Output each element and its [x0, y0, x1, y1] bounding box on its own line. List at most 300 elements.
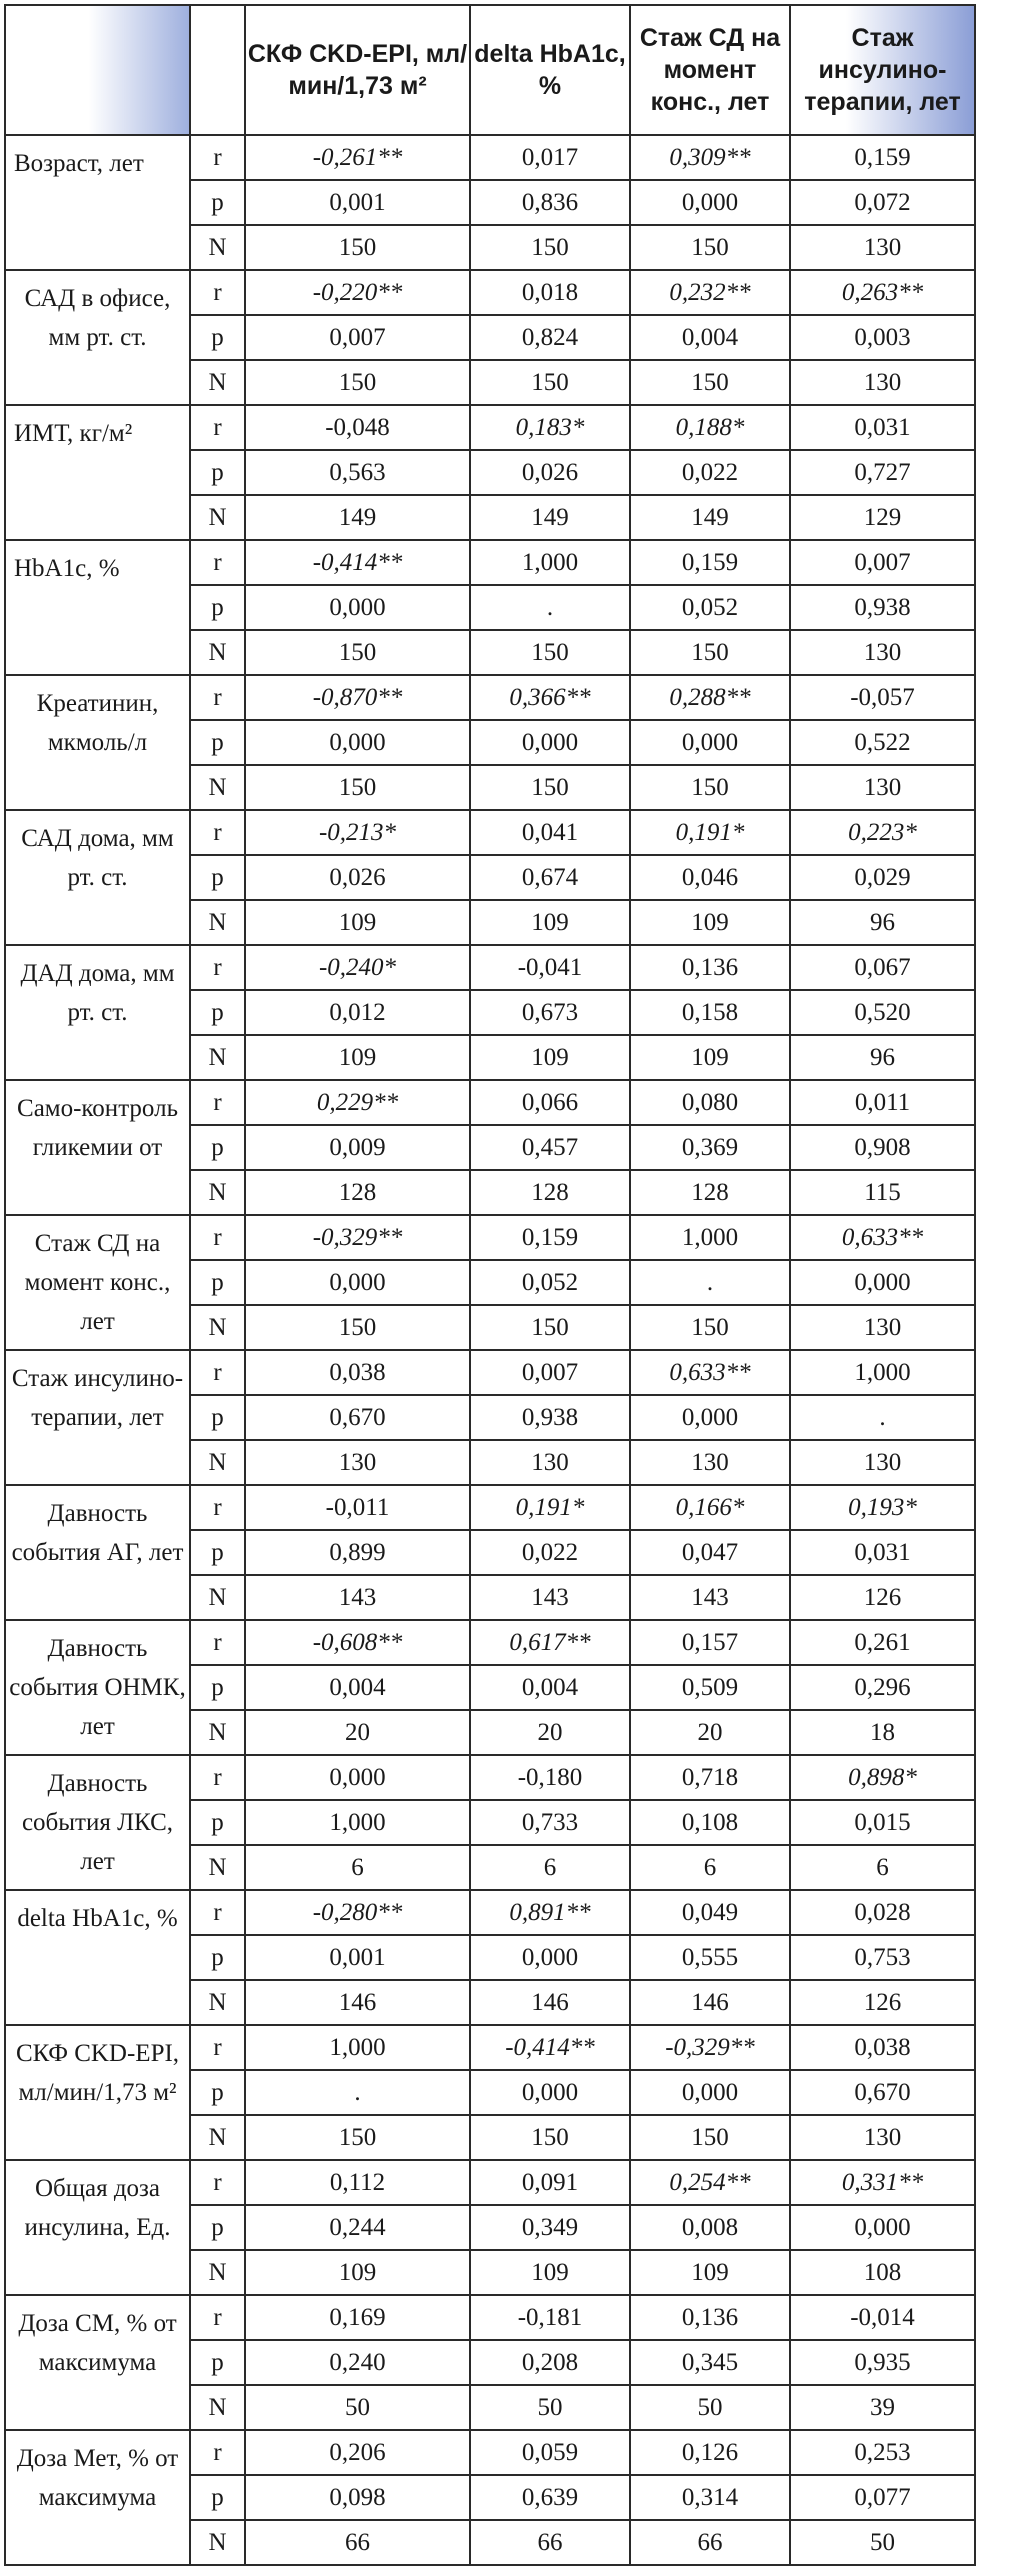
value-cell: -0,041 — [470, 945, 630, 990]
table-row — [5, 1620, 975, 1665]
table-row — [5, 270, 975, 315]
value-cell: 150 — [470, 1305, 630, 1350]
stat-label-r: r — [190, 1620, 245, 1665]
stat-label-r: r — [190, 1755, 245, 1800]
value-cell: 0,159 — [630, 540, 790, 585]
value-cell: 0,345 — [630, 2340, 790, 2385]
correlation-table — [4, 4, 976, 2566]
value-cell: 0,309** — [630, 135, 790, 180]
value-cell: 0,008 — [630, 2205, 790, 2250]
value-cell: 130 — [790, 1305, 975, 1350]
value-cell: 0,193* — [790, 1485, 975, 1530]
value-cell: 130 — [790, 225, 975, 270]
value-cell: 150 — [630, 630, 790, 675]
value-cell: 0,000 — [790, 2205, 975, 2250]
value-cell: 0,066 — [470, 1080, 630, 1125]
value-cell: 1,000 — [470, 540, 630, 585]
value-cell: 0,670 — [790, 2070, 975, 2115]
stat-label-n: N — [190, 225, 245, 270]
table-row — [5, 1215, 975, 1260]
value-cell: 149 — [245, 495, 470, 540]
value-cell: 20 — [630, 1710, 790, 1755]
value-cell: 0,000 — [245, 1755, 470, 1800]
value-cell: 0,229** — [245, 1080, 470, 1125]
value-cell: 6 — [630, 1845, 790, 1890]
value-cell: 149 — [630, 495, 790, 540]
value-cell: 0,052 — [470, 1260, 630, 1305]
value-cell: 20 — [470, 1710, 630, 1755]
stat-label-n: N — [190, 495, 245, 540]
value-cell: 150 — [630, 1305, 790, 1350]
value-cell: 1,000 — [790, 1350, 975, 1395]
table-row — [5, 810, 975, 855]
value-cell: 0,031 — [790, 1530, 975, 1575]
value-cell: 109 — [470, 2250, 630, 2295]
value-cell: 0,038 — [245, 1350, 470, 1395]
row-label: ДАД дома, мм рт. ст. — [5, 945, 190, 1080]
stat-label-r: r — [190, 945, 245, 990]
row-label: Давность события ЛКС, лет — [5, 1755, 190, 1890]
row-label: Давность события АГ, лет — [5, 1485, 190, 1620]
stat-label-p: p — [190, 2340, 245, 2385]
value-cell: 150 — [470, 630, 630, 675]
value-cell: 0,253 — [790, 2430, 975, 2475]
value-cell: 0,004 — [245, 1665, 470, 1710]
value-cell: 109 — [245, 900, 470, 945]
value-cell: 0,674 — [470, 855, 630, 900]
header-row — [5, 5, 975, 135]
stat-label-r: r — [190, 2295, 245, 2340]
row-label: Стаж СД на момент конс., лет — [5, 1215, 190, 1350]
stat-label-r: r — [190, 1215, 245, 1260]
stat-label-n: N — [190, 1170, 245, 1215]
stat-label-p: p — [190, 2475, 245, 2520]
value-cell: 0,296 — [790, 1665, 975, 1710]
table-row — [5, 945, 975, 990]
value-cell: 0,244 — [245, 2205, 470, 2250]
value-cell: 146 — [245, 1980, 470, 2025]
value-cell: 130 — [245, 1440, 470, 1485]
table-row — [5, 2025, 975, 2070]
value-cell: 0,029 — [790, 855, 975, 900]
value-cell: 109 — [245, 2250, 470, 2295]
stat-label-r: r — [190, 2430, 245, 2475]
value-cell: 0,733 — [470, 1800, 630, 1845]
row-label: delta HbA1c, % — [5, 1890, 190, 2025]
value-cell: 0,041 — [470, 810, 630, 855]
value-cell: 0,046 — [630, 855, 790, 900]
stat-label-r: r — [190, 1080, 245, 1125]
stat-label-p: p — [190, 855, 245, 900]
value-cell: 0,908 — [790, 1125, 975, 1170]
value-cell: 0,000 — [630, 2070, 790, 2115]
value-cell: 150 — [630, 360, 790, 405]
value-cell: 0,240 — [245, 2340, 470, 2385]
value-cell: 146 — [470, 1980, 630, 2025]
value-cell: 0,000 — [630, 720, 790, 765]
value-cell: 0,022 — [630, 450, 790, 495]
stat-label-p: p — [190, 1530, 245, 1575]
header-cell-delta-hba1c: delta HbA1c, % — [470, 5, 630, 135]
value-cell: 0,555 — [630, 1935, 790, 1980]
value-cell: 0,091 — [470, 2160, 630, 2205]
value-cell: 0,727 — [790, 450, 975, 495]
row-label: СКФ CKD-EPI, мл/мин/1,73 м² — [5, 2025, 190, 2160]
value-cell: 150 — [245, 360, 470, 405]
value-cell: 66 — [630, 2520, 790, 2565]
value-cell: 108 — [790, 2250, 975, 2295]
value-cell: -0,414** — [470, 2025, 630, 2070]
value-cell: 0,059 — [470, 2430, 630, 2475]
value-cell: 0,007 — [245, 315, 470, 360]
value-cell: 150 — [470, 225, 630, 270]
value-cell: 129 — [790, 495, 975, 540]
value-cell: 50 — [245, 2385, 470, 2430]
value-cell: 143 — [630, 1575, 790, 1620]
value-cell: 128 — [245, 1170, 470, 1215]
value-cell: 0,000 — [630, 180, 790, 225]
value-cell: 0,000 — [790, 1260, 975, 1305]
value-cell: 150 — [245, 765, 470, 810]
value-cell: 0,080 — [630, 1080, 790, 1125]
header-cell-variable — [5, 5, 190, 135]
row-label: ИМТ, кг/м² — [5, 405, 190, 540]
value-cell: -0,240* — [245, 945, 470, 990]
row-label: Общая доза инсулина, Ед. — [5, 2160, 190, 2295]
value-cell: -0,870** — [245, 675, 470, 720]
value-cell: -0,181 — [470, 2295, 630, 2340]
row-label: САД дома, мм рт. ст. — [5, 810, 190, 945]
value-cell: 0,072 — [790, 180, 975, 225]
value-cell: -0,414** — [245, 540, 470, 585]
value-cell: 0,331** — [790, 2160, 975, 2205]
table-row — [5, 540, 975, 585]
stat-label-p: p — [190, 1395, 245, 1440]
stat-label-n: N — [190, 900, 245, 945]
value-cell: 1,000 — [245, 1800, 470, 1845]
value-cell: 0,026 — [245, 855, 470, 900]
value-cell: 109 — [630, 900, 790, 945]
row-label: HbA1c, % — [5, 540, 190, 675]
stat-label-p: p — [190, 2205, 245, 2250]
value-cell: 6 — [470, 1845, 630, 1890]
value-cell: 0,369 — [630, 1125, 790, 1170]
value-cell: -0,011 — [245, 1485, 470, 1530]
stat-label-r: r — [190, 810, 245, 855]
value-cell: 6 — [790, 1845, 975, 1890]
value-cell: 150 — [470, 360, 630, 405]
value-cell: 0,009 — [245, 1125, 470, 1170]
value-cell: 109 — [630, 2250, 790, 2295]
value-cell: 0,349 — [470, 2205, 630, 2250]
value-cell: 128 — [470, 1170, 630, 1215]
row-label: САД в офисе, мм рт. ст. — [5, 270, 190, 405]
value-cell: 0,157 — [630, 1620, 790, 1665]
value-cell: 150 — [630, 225, 790, 270]
value-cell: 143 — [245, 1575, 470, 1620]
value-cell: 0,011 — [790, 1080, 975, 1125]
value-cell: 0,031 — [790, 405, 975, 450]
value-cell: 130 — [790, 765, 975, 810]
stat-label-r: r — [190, 2160, 245, 2205]
value-cell: 130 — [630, 1440, 790, 1485]
value-cell: 0,136 — [630, 2295, 790, 2340]
value-cell: 0,261 — [790, 1620, 975, 1665]
stat-label-p: p — [190, 315, 245, 360]
value-cell: 0,000 — [630, 1395, 790, 1440]
value-cell: 0,159 — [470, 1215, 630, 1260]
value-cell: 0,001 — [245, 180, 470, 225]
value-cell: 0,007 — [790, 540, 975, 585]
value-cell: 1,000 — [630, 1215, 790, 1260]
stat-label-p: p — [190, 180, 245, 225]
value-cell: 0,004 — [630, 315, 790, 360]
stat-label-r: r — [190, 405, 245, 450]
value-cell: 0,000 — [245, 585, 470, 630]
value-cell: 50 — [630, 2385, 790, 2430]
stat-label-p: p — [190, 720, 245, 765]
stat-label-p: p — [190, 1800, 245, 1845]
stat-label-n: N — [190, 360, 245, 405]
value-cell: 130 — [790, 360, 975, 405]
value-cell: 130 — [470, 1440, 630, 1485]
stat-label-p: p — [190, 2070, 245, 2115]
header-cell-gfr: СКФ CKD-EPI, мл/мин/1,73 м² — [245, 5, 470, 135]
table-row — [5, 135, 975, 180]
value-cell: 130 — [790, 2115, 975, 2160]
value-cell: 0,047 — [630, 1530, 790, 1575]
value-cell: 0,004 — [470, 1665, 630, 1710]
value-cell: 0,520 — [790, 990, 975, 1035]
table-body — [5, 135, 975, 2565]
value-cell: 0,158 — [630, 990, 790, 1035]
value-cell: 0,673 — [470, 990, 630, 1035]
value-cell: 109 — [245, 1035, 470, 1080]
stat-label-n: N — [190, 2385, 245, 2430]
value-cell: 0,000 — [470, 2070, 630, 2115]
value-cell: 150 — [245, 2115, 470, 2160]
value-cell: 0,038 — [790, 2025, 975, 2070]
stat-label-n: N — [190, 765, 245, 810]
value-cell: 0,314 — [630, 2475, 790, 2520]
header-cell-insulin-duration: Стаж инсулино-терапии, лет — [790, 5, 975, 135]
value-cell: 0,188* — [630, 405, 790, 450]
stat-label-n: N — [190, 1575, 245, 1620]
value-cell: 0,000 — [245, 720, 470, 765]
value-cell: 146 — [630, 1980, 790, 2025]
stat-label-r: r — [190, 270, 245, 315]
value-cell: 0,899 — [245, 1530, 470, 1575]
stat-label-n: N — [190, 2250, 245, 2295]
value-cell: 0,836 — [470, 180, 630, 225]
stat-label-n: N — [190, 1710, 245, 1755]
value-cell: 0,169 — [245, 2295, 470, 2340]
value-cell: 0,633** — [630, 1350, 790, 1395]
value-cell: 0,263** — [790, 270, 975, 315]
value-cell: 0,007 — [470, 1350, 630, 1395]
value-cell: -0,329** — [245, 1215, 470, 1260]
value-cell: -0,261** — [245, 135, 470, 180]
value-cell: 150 — [630, 765, 790, 810]
value-cell: 0,898* — [790, 1755, 975, 1800]
value-cell: 109 — [630, 1035, 790, 1080]
value-cell: -0,220** — [245, 270, 470, 315]
value-cell: 50 — [470, 2385, 630, 2430]
value-cell: 126 — [790, 1575, 975, 1620]
value-cell: 0,022 — [470, 1530, 630, 1575]
stat-label-p: p — [190, 585, 245, 630]
value-cell: 150 — [245, 1305, 470, 1350]
value-cell: 0,457 — [470, 1125, 630, 1170]
header-cell-dm-duration: Стаж СД на момент конс., лет — [630, 5, 790, 135]
stat-label-n: N — [190, 1305, 245, 1350]
value-cell: 0,718 — [630, 1755, 790, 1800]
value-cell: -0,213* — [245, 810, 470, 855]
value-cell: 0,000 — [245, 1260, 470, 1305]
value-cell: -0,048 — [245, 405, 470, 450]
value-cell: 0,166* — [630, 1485, 790, 1530]
value-cell: 0,563 — [245, 450, 470, 495]
value-cell: 0,028 — [790, 1890, 975, 1935]
value-cell: 128 — [630, 1170, 790, 1215]
value-cell: 0,254** — [630, 2160, 790, 2205]
value-cell: . — [630, 1260, 790, 1305]
value-cell: -0,608** — [245, 1620, 470, 1665]
row-label: Доза СМ, % от максимума — [5, 2295, 190, 2430]
table-row — [5, 1485, 975, 1530]
value-cell: 0,366** — [470, 675, 630, 720]
value-cell: 0,522 — [790, 720, 975, 765]
value-cell: 130 — [790, 630, 975, 675]
value-cell: 130 — [790, 1440, 975, 1485]
header-cell-stat — [190, 5, 245, 135]
value-cell: -0,280** — [245, 1890, 470, 1935]
value-cell: 66 — [245, 2520, 470, 2565]
value-cell: 143 — [470, 1575, 630, 1620]
value-cell: 0,012 — [245, 990, 470, 1035]
value-cell: 0,015 — [790, 1800, 975, 1845]
value-cell: 0,183* — [470, 405, 630, 450]
value-cell: . — [790, 1395, 975, 1440]
value-cell: 150 — [630, 2115, 790, 2160]
stat-label-r: r — [190, 135, 245, 180]
row-label: Давность события ОНМК, лет — [5, 1620, 190, 1755]
stat-label-r: r — [190, 1350, 245, 1395]
value-cell: 0,206 — [245, 2430, 470, 2475]
stat-label-n: N — [190, 1035, 245, 1080]
row-label: Стаж инсулино-терапии, лет — [5, 1350, 190, 1485]
value-cell: 0,509 — [630, 1665, 790, 1710]
value-cell: 0,223* — [790, 810, 975, 855]
value-cell: 0,003 — [790, 315, 975, 360]
value-cell: 20 — [245, 1710, 470, 1755]
stat-label-n: N — [190, 1980, 245, 2025]
table-row — [5, 1890, 975, 1935]
value-cell: 96 — [790, 1035, 975, 1080]
stat-label-n: N — [190, 2115, 245, 2160]
table-row — [5, 2295, 975, 2340]
value-cell: 109 — [470, 1035, 630, 1080]
value-cell: 96 — [790, 900, 975, 945]
table-row — [5, 675, 975, 720]
value-cell: -0,014 — [790, 2295, 975, 2340]
value-cell: 0,049 — [630, 1890, 790, 1935]
table-row — [5, 405, 975, 450]
row-label: Само-контроль гликемии от — [5, 1080, 190, 1215]
value-cell: 0,288** — [630, 675, 790, 720]
stat-label-r: r — [190, 675, 245, 720]
value-cell: 0,077 — [790, 2475, 975, 2520]
value-cell: 0,191* — [630, 810, 790, 855]
stat-label-p: p — [190, 990, 245, 1035]
value-cell: 0,126 — [630, 2430, 790, 2475]
value-cell: 126 — [790, 1980, 975, 2025]
value-cell: 39 — [790, 2385, 975, 2430]
stat-label-p: p — [190, 450, 245, 495]
value-cell: 1,000 — [245, 2025, 470, 2070]
value-cell: 18 — [790, 1710, 975, 1755]
value-cell: 0,824 — [470, 315, 630, 360]
value-cell: 0,753 — [790, 1935, 975, 1980]
stat-label-r: r — [190, 1890, 245, 1935]
value-cell: . — [245, 2070, 470, 2115]
value-cell: 0,891** — [470, 1890, 630, 1935]
value-cell: 0,052 — [630, 585, 790, 630]
value-cell: 0,633** — [790, 1215, 975, 1260]
table-row — [5, 1755, 975, 1800]
value-cell: 115 — [790, 1170, 975, 1215]
table-row — [5, 1080, 975, 1125]
value-cell: 50 — [790, 2520, 975, 2565]
value-cell: 0,159 — [790, 135, 975, 180]
stat-label-n: N — [190, 2520, 245, 2565]
value-cell: 6 — [245, 1845, 470, 1890]
value-cell: 0,670 — [245, 1395, 470, 1440]
table-row — [5, 1350, 975, 1395]
value-cell: 0,067 — [790, 945, 975, 990]
value-cell: -0,057 — [790, 675, 975, 720]
table-row — [5, 2430, 975, 2475]
correlation-table-wrapper — [4, 4, 976, 2566]
value-cell: 149 — [470, 495, 630, 540]
value-cell: -0,180 — [470, 1755, 630, 1800]
value-cell: 0,617** — [470, 1620, 630, 1665]
value-cell: 150 — [470, 765, 630, 810]
row-label: Доза Мет, % от максимума — [5, 2430, 190, 2565]
value-cell: 0,018 — [470, 270, 630, 315]
row-label: Возраст, лет — [5, 135, 190, 270]
value-cell: 66 — [470, 2520, 630, 2565]
stat-label-r: r — [190, 1485, 245, 1530]
value-cell: 0,026 — [470, 450, 630, 495]
stat-label-p: p — [190, 1125, 245, 1170]
value-cell: 109 — [470, 900, 630, 945]
value-cell: 0,112 — [245, 2160, 470, 2205]
stat-label-p: p — [190, 1260, 245, 1305]
stat-label-p: p — [190, 1665, 245, 1710]
value-cell: 0,136 — [630, 945, 790, 990]
value-cell: 0,000 — [470, 1935, 630, 1980]
stat-label-p: p — [190, 1935, 245, 1980]
value-cell: 0,001 — [245, 1935, 470, 1980]
stat-label-n: N — [190, 1440, 245, 1485]
value-cell: 0,935 — [790, 2340, 975, 2385]
stat-label-n: N — [190, 1845, 245, 1890]
table-row — [5, 2160, 975, 2205]
value-cell: 0,938 — [790, 585, 975, 630]
value-cell: . — [470, 585, 630, 630]
value-cell: 0,098 — [245, 2475, 470, 2520]
